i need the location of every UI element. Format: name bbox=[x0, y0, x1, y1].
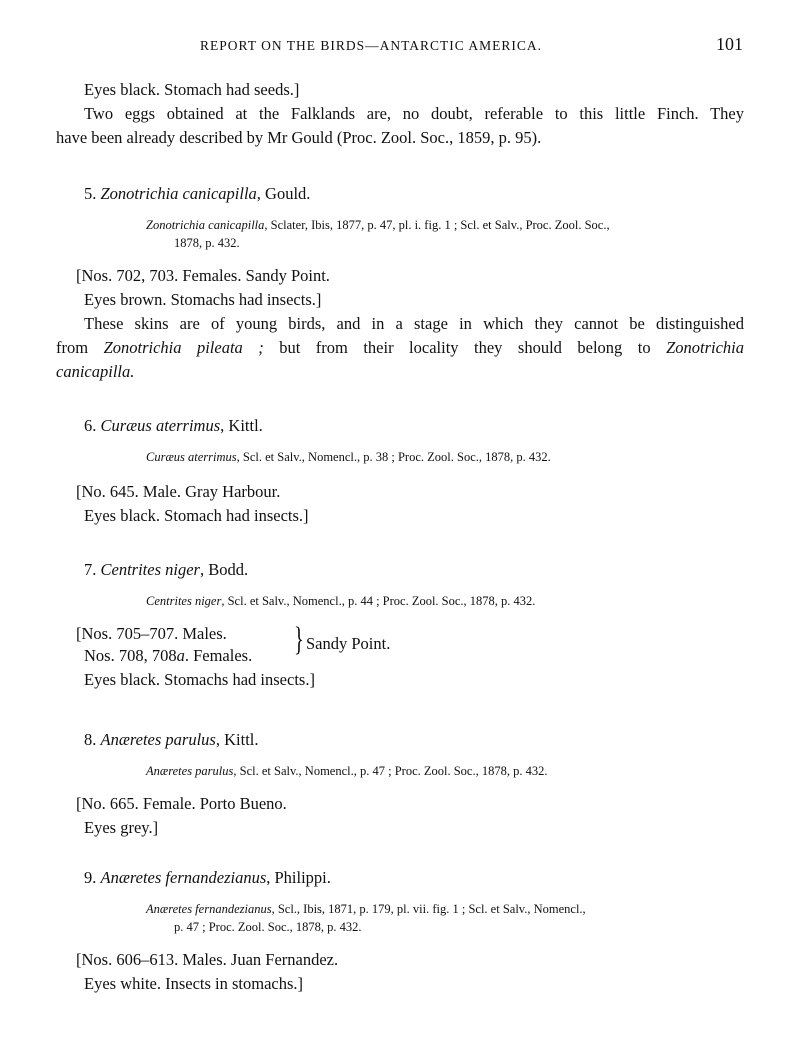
observation-line-9: Eyes white. Insects in stomachs.] bbox=[84, 974, 304, 993]
species-heading-5 bbox=[84, 184, 310, 204]
species-reference-5b: 1878, p. 432. bbox=[174, 236, 240, 250]
species-name: Anæretes fernandezianus bbox=[100, 868, 267, 887]
species-name: Curæus aterrimus bbox=[100, 416, 221, 435]
locality-7: Sandy Point. bbox=[306, 634, 391, 653]
specimen-line-6: [No. 645. Male. Gray Harbour. bbox=[76, 482, 281, 501]
reference-text: , Sclater, Ibis, 1877, p. 47, pl. i. fig. 1 ; Scl. et Salv., Proc. Zool. Soc., bbox=[264, 218, 610, 232]
species-reference-6 bbox=[146, 450, 551, 465]
reference-text: , Scl. et Salv., Nomencl., p. 47 ; Proc. Zool. Soc., 1878, p. 432. bbox=[233, 764, 548, 778]
note-text: but from their locality they should belong to bbox=[263, 338, 667, 357]
reference-species-name: Anæretes parulus bbox=[146, 764, 234, 778]
specimen-text: Nos. 708, 708 bbox=[84, 646, 177, 665]
note-line-5c: canicapilla. bbox=[56, 362, 135, 381]
species-name: Centrites niger bbox=[100, 560, 200, 579]
species-heading-6 bbox=[84, 416, 263, 436]
species-reference-9a bbox=[146, 902, 586, 917]
species-author: , Bodd. bbox=[199, 560, 249, 579]
note-text: from bbox=[56, 338, 104, 357]
reference-species-name: Zonotrichia canicapilla bbox=[146, 218, 265, 232]
species-name: Anæretes parulus bbox=[100, 730, 216, 749]
species-heading-8 bbox=[84, 730, 259, 750]
species-reference-9b: p. 47 ; Proc. Zool. Soc., 1878, p. 432. bbox=[174, 920, 362, 934]
reference-text: , Scl. et Salv., Nomencl., p. 44 ; Proc. Zool. Soc., 1878, p. 432. bbox=[221, 594, 536, 608]
species-number: 5. bbox=[84, 184, 97, 203]
species-author: , Philippi. bbox=[266, 868, 331, 887]
specimen-line-8: [No. 665. Female. Porto Bueno. bbox=[76, 794, 287, 813]
species-author: , Kittl. bbox=[220, 416, 263, 435]
note-line-5b bbox=[56, 338, 744, 358]
intro-line-1: Eyes black. Stomach had seeds.] bbox=[84, 80, 300, 99]
specimen-text: . Females. bbox=[184, 646, 253, 665]
observation-line-6: Eyes black. Stomach had insects.] bbox=[84, 506, 309, 525]
species-heading-9 bbox=[84, 868, 331, 888]
specimen-line-7a: [Nos. 705–707. Males. bbox=[76, 624, 227, 643]
reference-species-name: Curæus aterrimus bbox=[146, 450, 237, 464]
species-number: 9. bbox=[84, 868, 97, 887]
reference-species-name: Anæretes fernandezianus bbox=[146, 902, 272, 916]
species-author: , Gould. bbox=[256, 184, 311, 203]
observation-line-7: Eyes black. Stomachs had insects.] bbox=[84, 670, 315, 689]
specimen-suffix: a bbox=[176, 646, 185, 665]
species-number: 8. bbox=[84, 730, 97, 749]
running-header: REPORT ON THE BIRDS—ANTARCTIC AMERICA. bbox=[200, 38, 543, 53]
note-species-name: Zonotrichia pileata ; bbox=[103, 338, 264, 357]
reference-text: , Scl., Ibis, 1871, p. 179, pl. vii. fig. 1 ; Scl. et Salv., Nomencl., bbox=[271, 902, 586, 916]
note-species-name: Zonotrichia bbox=[666, 338, 745, 357]
species-author: , Kittl. bbox=[215, 730, 259, 749]
brace: } bbox=[294, 621, 304, 658]
page-number: 101 bbox=[716, 34, 743, 54]
species-reference-8 bbox=[146, 764, 547, 779]
species-number: 6. bbox=[84, 416, 97, 435]
species-heading-7 bbox=[84, 560, 248, 580]
species-reference-7 bbox=[146, 594, 535, 609]
specimen-line-7b bbox=[84, 646, 252, 666]
specimen-line-5: [Nos. 702, 703. Females. Sandy Point. bbox=[76, 266, 330, 285]
observation-line-5: Eyes brown. Stomachs had insects.] bbox=[84, 290, 322, 309]
specimen-line-9: [Nos. 606–613. Males. Juan Fernandez. bbox=[76, 950, 339, 969]
reference-text: , Scl. et Salv., Nomencl., p. 38 ; Proc. Zool. Soc., 1878, p. 432. bbox=[236, 450, 551, 464]
species-reference-5a bbox=[146, 218, 610, 233]
intro-line-2: Two eggs obtained at the Falklands are, no doubt, referable to this little Finch. They bbox=[84, 104, 744, 123]
intro-line-3: have been already described by Mr Gould (Proc. Zool. Soc., 1859, p. 95). bbox=[56, 128, 542, 147]
reference-species-name: Centrites niger bbox=[146, 594, 222, 608]
species-number: 7. bbox=[84, 560, 97, 579]
observation-line-8: Eyes grey.] bbox=[84, 818, 159, 837]
species-name: Zonotrichia canicapilla bbox=[100, 184, 257, 203]
note-line-5a: These skins are of young birds, and in a stage in which they cannot be distinguished bbox=[84, 314, 744, 333]
